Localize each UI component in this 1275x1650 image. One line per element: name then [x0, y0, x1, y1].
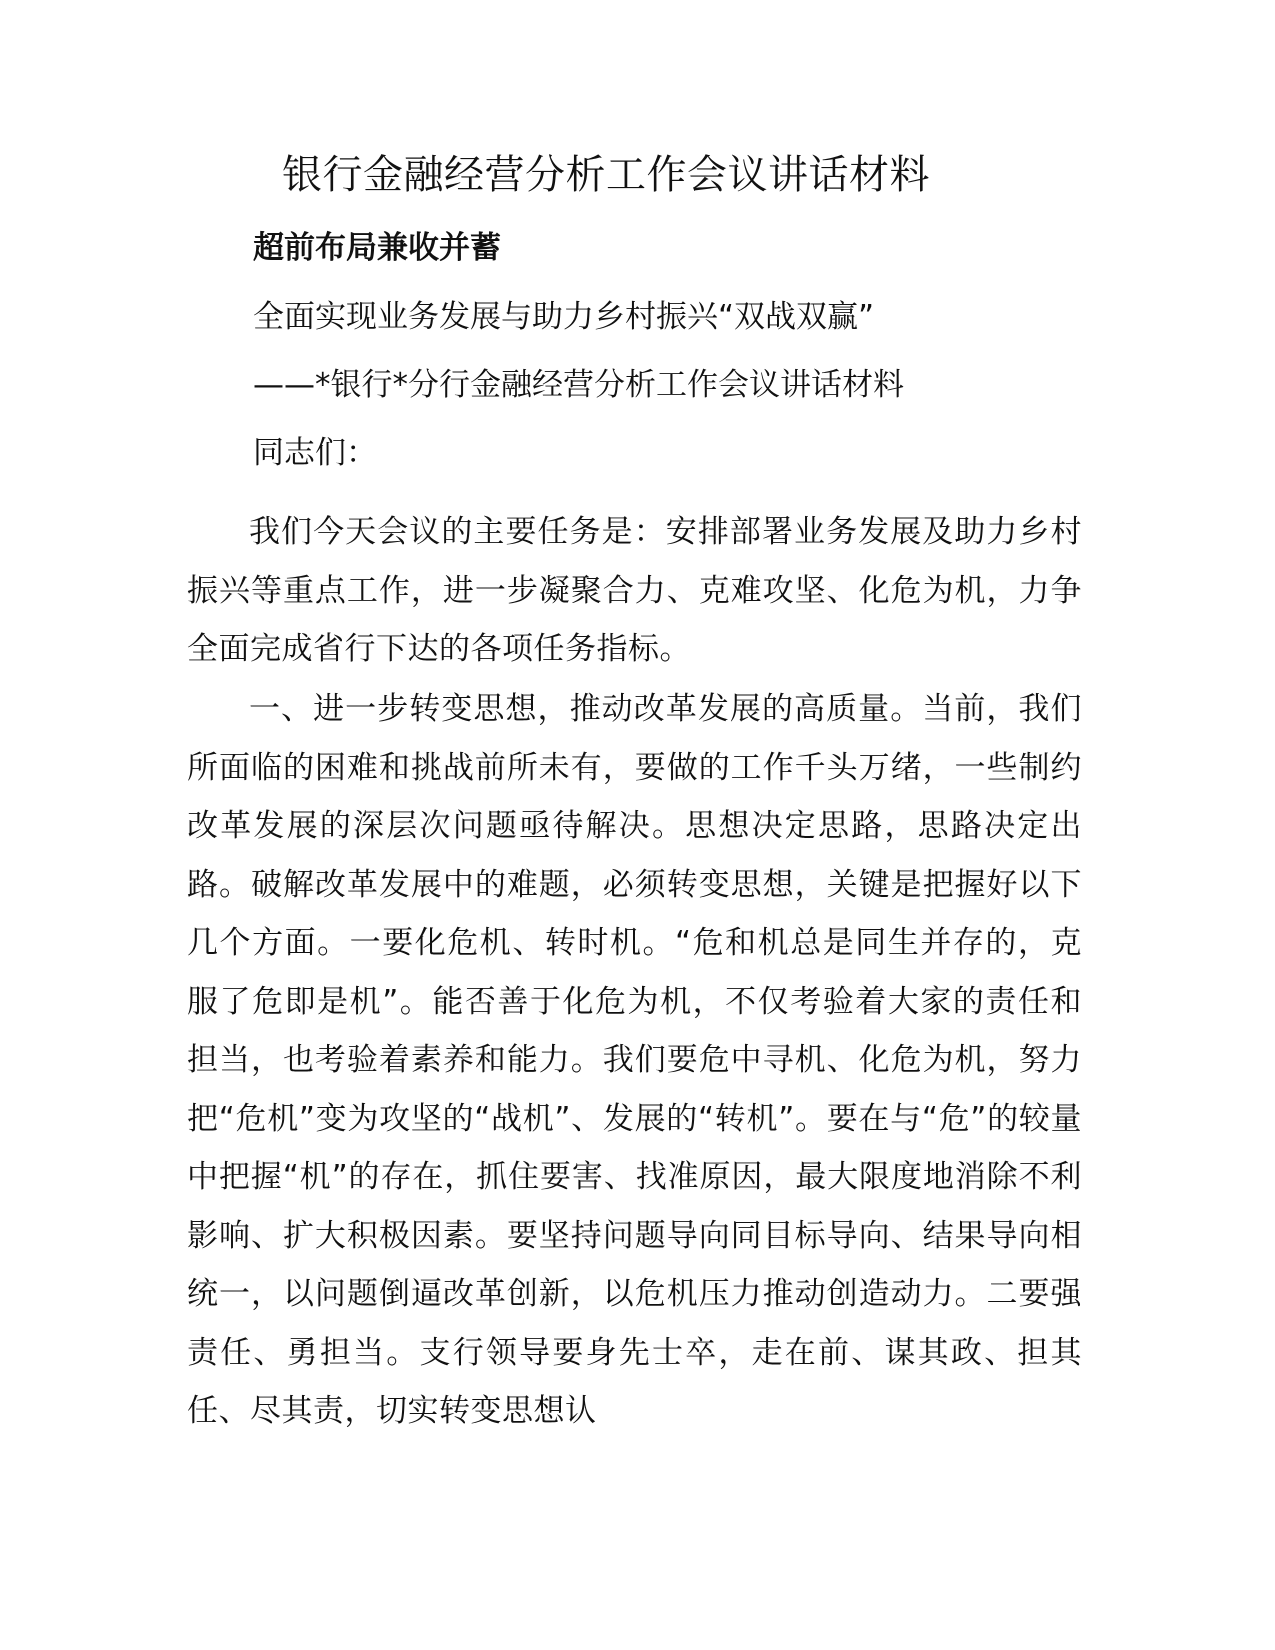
- greeting: 同志们：: [253, 435, 377, 471]
- document-heading-line-3: ——*银行*分行金融经营分析工作会议讲话材料: [253, 367, 904, 403]
- document-heading-line-2: 全面实现业务发展与助力乡村振兴“双战双赢”: [253, 299, 875, 335]
- document-subtitle: 超前布局兼收并蓄: [253, 230, 501, 266]
- body-paragraph-2: 一、进一步转变思想，推动改革发展的高质量。当前，我们所面临的困难和挑战前所未有，要做的工作千头万绪，一些制约改革发展的深层次问题亟待解决。思想决定思路，思路决定出路。破解改革发展中的难题，必须转变思想，关键是把握好以下几个方面。一要化危机、转时机。“危和机总是同生并存的，克服了危即是机”。能否善于化危为机，不仅考验着大家的责任和担当，也考验着素养和能力。我们要危中寻机、化危为机，努力把“危机”变为攻坚的“战机”、发展的“转机”。要在与“危”的较量中把握“机”的存在，抓住要害、找准原因，最大限度地消除不利影响、扩大积极因素。要坚持问题导向同目标导向、结果导向相统一，以问题倒逼改革创新，以危机压力推动创造动力。二要强责任、勇担当。支行领导要身先士卒，走在前、谋其政、担其任、尽其责，切实转变思想认: [187, 691, 1082, 1429]
- document-title: 银行金融经营分析工作会议讲话材料: [282, 152, 930, 198]
- body-paragraph-1: 我们今天会议的主要任务是：安排部署业务发展及助力乡村振兴等重点工作，进一步凝聚合力、克难攻坚、化危为机，力争全面完成省行下达的各项任务指标。: [187, 514, 1082, 667]
